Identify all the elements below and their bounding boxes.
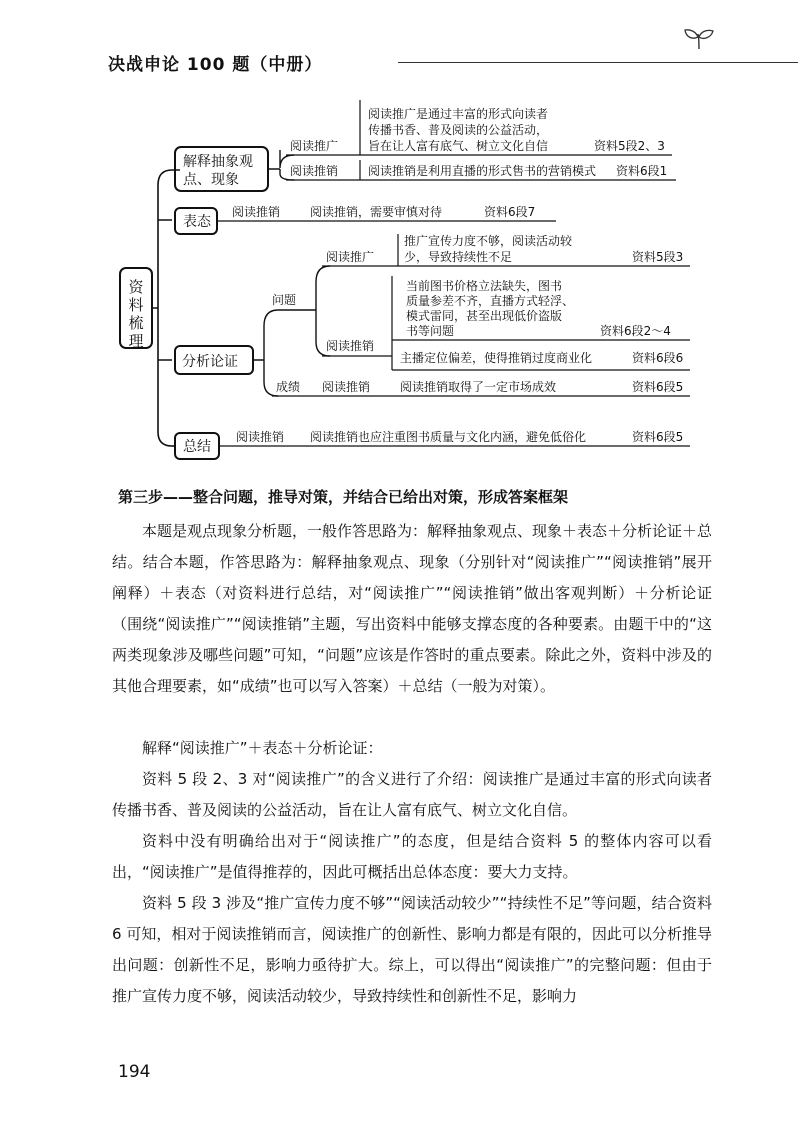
fenxi-tuixiao-d2: 质量参差不齐，直播方式轻浮、 xyxy=(406,294,575,308)
branch-zongjie-label: 总结 xyxy=(183,439,211,455)
fenxi-tuixiao-d3: 模式雷同，甚至出现低价盗版 xyxy=(406,309,563,323)
sub-tuiguang-1: 阅读推广 xyxy=(290,139,339,153)
biaotai-detail: 阅读推销，需要审慎对待 xyxy=(310,205,443,219)
step-three-title: 第三步——整合问题，推导对策，并结合已给出对策，形成答案框架 xyxy=(118,488,569,506)
zongjie-src: 资料6段5 xyxy=(632,430,684,444)
tuiguang-def-2: 传播书香、普及阅读的公益活动， xyxy=(368,123,549,137)
fenxi-chengji-src: 资料6段5 xyxy=(632,380,684,394)
tuiguang-def-1: 阅读推广是通过丰富的形式向读者 xyxy=(368,107,549,121)
paragraph-1: 本题是观点现象分析题，一般作答思路为：解释抽象观点、现象＋表态＋分析论证＋总结。结合本题，作答思路为：解释抽象观点、现象（分别针对“阅读推广”“阅读推销”展开阐释）＋表态（对资料进行总结，对“阅读推广”“阅读推销”做出客观判断）＋分析论证（围绕“阅读推广”“阅读推销”主题，写出资料中能够支撑态度的各种要素。由题干中的“这两类现象涉及哪些问题”可知，“问题”应该是作答时的重点要素。除此之外，资料中涉及的其他合理要素，如“成绩”也可以写入答案）＋总结（一般为对策）。 xyxy=(112,522,713,695)
fenxi-tuixiao-d1: 当前图书价格立法缺失，图书 xyxy=(406,279,563,293)
fenxi-tuixiao-d5: 主播定位偏差，使得推销过度商业化 xyxy=(400,351,593,365)
biaotai-sub: 阅读推销 xyxy=(232,205,281,219)
root-char-3: 梳 xyxy=(128,314,144,332)
fenxi-tuixiao-src2: 资料6段6 xyxy=(632,351,684,365)
paragraph-2: 解释“阅读推广”＋表态＋分析论证： xyxy=(142,739,383,757)
fenxi-tuixiao-src1: 资料6段2～4 xyxy=(600,324,671,338)
fenxi-chengji-sub: 阅读推销 xyxy=(322,380,371,394)
fenxi-tuiguang: 阅读推广 xyxy=(326,250,375,264)
fenxi-tuixiao: 阅读推销 xyxy=(326,339,375,353)
branch-biaotai-label: 表态 xyxy=(183,214,211,230)
zongjie-detail: 阅读推销也应注重图书质量与文化内涵，避免低俗化 xyxy=(310,430,587,444)
fenxi-tuixiao-d4: 书等问题 xyxy=(406,324,455,338)
page-number: 194 xyxy=(118,1062,151,1082)
fenxi-chengji-detail: 阅读推销取得了一定市场成效 xyxy=(400,380,557,394)
fenxi-tuiguang-d2: 少，导致持续性不足 xyxy=(404,250,513,264)
src-jieshi-2: 资料6段1 xyxy=(616,164,668,178)
fenxi-tuiguang-src: 资料5段3 xyxy=(632,250,684,264)
root-char-4: 理 xyxy=(128,332,144,350)
paragraph-4: 资料中没有明确给出对于“阅读推广”的态度，但是结合资料 5 的整体内容可以看出，“阅读推广”是值得推荐的，因此可概括出总体态度：要大力支持。 xyxy=(112,832,712,881)
biaotai-src: 资料6段7 xyxy=(484,205,536,219)
paragraph-3: 资料 5 段 2、3 对“阅读推广”的含义进行了介绍：阅读推广是通过丰富的形式向读者传播书香、普及阅读的公益活动，旨在让人富有底气、树立文化自信。 xyxy=(112,770,712,819)
src-jieshi-1: 资料5段2、3 xyxy=(594,139,665,153)
branch-jieshi-line1: 解释抽象观 xyxy=(183,154,253,170)
fenxi-chengji: 成绩 xyxy=(276,380,301,394)
mind-map xyxy=(0,0,800,480)
branch-jieshi-line2: 点、现象 xyxy=(183,172,239,188)
paragraph-5: 资料 5 段 3 涉及“推广宣传力度不够”“阅读活动较少”“持续性不足”等问题，结合资料 6 可知，相对于阅读推销而言，阅读推广的创新性、影响力都是有限的，因此可以分析推导出问题：创新性不足，影响力亟待扩大。综上，可以得出“阅读推广”的完整问题：但由于推广宣传力度不够，阅读活动较少，导致持续性和创新性不足，影响力 xyxy=(112,894,712,1005)
book-title: 决战申论 100 题（中册） xyxy=(108,55,323,75)
root-char-1: 资 xyxy=(128,278,144,296)
root-char-2: 料 xyxy=(128,296,144,314)
sub-tuixiao-1: 阅读推销 xyxy=(290,164,339,178)
tuixiao-def: 阅读推销是利用直播的形式售书的营销模式 xyxy=(368,164,597,178)
tuiguang-def-3: 旨在让人富有底气、树立文化自信 xyxy=(368,139,549,153)
branch-fenxi-label: 分析论证 xyxy=(182,354,238,370)
fenxi-wenti: 问题 xyxy=(272,293,297,307)
fenxi-tuiguang-d1: 推广宣传力度不够，阅读活动较 xyxy=(404,234,573,248)
zongjie-sub: 阅读推销 xyxy=(236,430,285,444)
